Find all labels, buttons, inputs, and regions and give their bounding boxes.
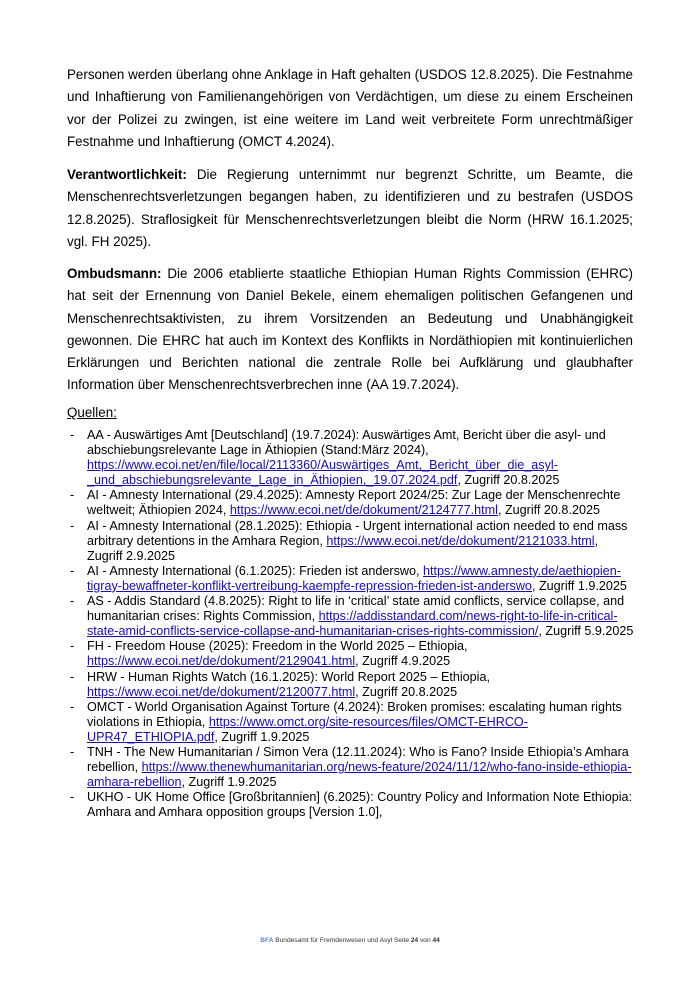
source-access-date: , Zugriff 4.9.2025	[355, 654, 451, 669]
source-link[interactable]: https://www.ecoi.net/de/dokument/2129041.html	[87, 654, 356, 669]
source-item	[67, 639, 637, 669]
source-access-date: , Zugriff 1.9.2025	[531, 578, 627, 593]
source-link[interactable]: https://www.ecoi.net/de/dokument/2120077.html	[87, 684, 356, 699]
source-link[interactable]: https://www.amnesty.de/aethiopien-tigray-bewaffneter-konflikt-vertreibung-kaempfe-repression-frieden-ist-anderswo	[87, 563, 621, 593]
accountability-text: Die Regierung unternimmt nur begrenzt Schritte, um Beamte, die Menschenrechtsverletzungen begangen haben, zu identifizieren und zu bestrafen (USDOS 12.8.2025). Straflosigkeit für Menschenrechtsverletzungen bleibt die Norm (HRW 16.1.2025; vgl. FH 2025).	[67, 167, 633, 249]
source-link[interactable]: https://www.thenewhumanitarian.org/news-feature/2024/11/12/who-fano-inside-ethiopia-amhara-rebellion	[87, 760, 632, 790]
list-dash: -	[70, 428, 75, 442]
source-item	[67, 700, 637, 745]
paragraph-detention-text: Personen werden überlang ohne Anklage in Haft gehalten (USDOS 12.8.2025). Die Festnahme und Inhaftierung von Familienangehörigen von Verdächtigen, um diese zu einem Erscheinen vor der Polizei zu zwingen, ist eine weitere im Land weit verbreitete Form unrechtmäßiger Festnahme und Inhaftierung (OMCT 4.2024).	[67, 67, 633, 149]
source-citation: AI - Amnesty International (29.4.2025): Amnesty Report 2024/25: Zur Lage der Menschenrechte weltweit; Äthiopien 2024,	[87, 488, 621, 518]
source-citation: UKHO - UK Home Office [Großbritannien] (6.2025): Country Policy and Information Note Ethiopia: Amhara and Amhara opposition groups [Version 1.0],	[87, 790, 633, 820]
source-citation: AI - Amnesty International (6.1.2025): Frieden ist anderswo,	[87, 563, 424, 578]
source-item	[67, 564, 637, 594]
source-citation: AI - Amnesty International (28.1.2025): Ethiopia - Urgent international action needed to end mass arbitrary detentions in the Amhara Region,	[87, 518, 628, 548]
source-access-date: , Zugriff 5.9.2025	[538, 624, 634, 639]
source-citation: AS - Addis Standard (4.8.2025): Right to life in ‘critical’ state amid conflicts, service collapse, and humanitarian crises: Rights Commission,	[87, 594, 625, 624]
list-dash: -	[70, 699, 75, 714]
source-item	[67, 670, 637, 700]
source-link[interactable]: https://www.ecoi.net/en/file/local/2113360/Auswärtiges_Amt,_Bericht_über_die_asyl-_und_abschiebungsrelevante_Lage_in_Äthiopien,_19.07.2024.pdf	[87, 458, 558, 488]
source-access-date: , Zugriff 20.8.2025	[355, 684, 458, 699]
source-link[interactable]: https://www.ecoi.net/de/dokument/2124777.html	[229, 503, 498, 518]
footer-of: von	[418, 937, 433, 944]
list-dash: -	[70, 488, 75, 503]
source-item	[67, 594, 637, 639]
page-footer	[0, 937, 700, 944]
ombudsman-label: Ombudsmann:	[67, 266, 162, 281]
source-access-date: , Zugriff 20.8.2025	[457, 473, 560, 488]
source-link[interactable]: https://addisstandard.com/news-right-to-life-in-critical-state-amid-conflicts-service-collapse-and-humanitarian-crises-rights-commission/	[87, 609, 618, 639]
list-dash: -	[70, 669, 75, 684]
source-access-date: , Zugriff 1.9.2025	[214, 729, 310, 744]
source-item	[67, 488, 637, 518]
list-dash: -	[70, 563, 75, 578]
source-item	[67, 519, 637, 564]
source-access-date: , Zugriff 20.8.2025	[497, 503, 600, 518]
source-citation: HRW - Human Rights Watch (16.1.2025): World Report 2025 – Ethiopia,	[87, 669, 490, 684]
paragraph-ombudsman	[67, 263, 633, 397]
list-dash: -	[70, 744, 75, 759]
sources-heading: Quellen:	[67, 405, 117, 420]
source-citation: FH - Freedom House (2025): Freedom in the World 2025 – Ethiopia,	[87, 639, 468, 654]
ombudsman-text: Die 2006 etablierte staatliche Ethiopian Human Rights Commission (EHRC) hat seit der Ernennung von Daniel Bekele, einem ehemaligen politischen Gefangenen und Menschenrechtsaktivisten, zu ihrem Vorsitzenden an Bedeutung und Unabhängigkeit gewonnen. Die EHRC hat auch im Kontext des Konflikts in Nordäthiopien mit kontinuierlichen Erklärungen und Berichten national die zentrale Rolle bei Aufklärung und glaubhafter Information über Menschenrechtsverbrechen inne (AA 19.7.2024).	[67, 266, 633, 393]
source-link[interactable]: https://www.ecoi.net/de/dokument/2121033.html	[326, 533, 595, 548]
source-item	[67, 428, 637, 488]
paragraph-detention	[67, 64, 633, 153]
list-dash: -	[70, 639, 75, 654]
list-dash: -	[70, 594, 75, 609]
source-access-date: , Zugriff 2.9.2025	[87, 533, 599, 563]
list-dash: -	[70, 518, 75, 533]
source-access-date: , Zugriff 1.9.2025	[181, 775, 277, 790]
footer-page-total: 44	[432, 937, 440, 944]
source-item	[67, 745, 637, 790]
sources-list	[67, 428, 637, 820]
footer-brand: BFA	[260, 937, 274, 944]
source-item	[67, 790, 637, 820]
accountability-label: Verantwortlichkeit:	[67, 167, 187, 182]
source-citation: OMCT - World Organisation Against Torture (4.2024): Broken promises: escalating human rights violations in Ethiopia,	[87, 699, 622, 729]
paragraph-accountability	[67, 164, 633, 253]
source-citation: TNH - The New Humanitarian / Simon Vera (12.11.2024): Who is Fano? Inside Ethiopia’s Amhara rebellion,	[87, 744, 629, 775]
footer-text: Bundesamt für Fremdenwesen und Asyl Seite	[273, 937, 411, 944]
footer-page-number: 24	[410, 937, 419, 944]
list-dash: -	[70, 790, 75, 805]
source-citation: AA - Auswärtiges Amt [Deutschland] (19.7.2024): Auswärtiges Amt, Bericht über die asyl- und abschiebungsrelevante Lage in Äthiopien (Stand:März 2024),	[87, 428, 606, 458]
source-link[interactable]: https://www.omct.org/site-resources/files/OMCT-EHRCO-UPR47_ETHIOPIA.pdf	[87, 714, 528, 744]
